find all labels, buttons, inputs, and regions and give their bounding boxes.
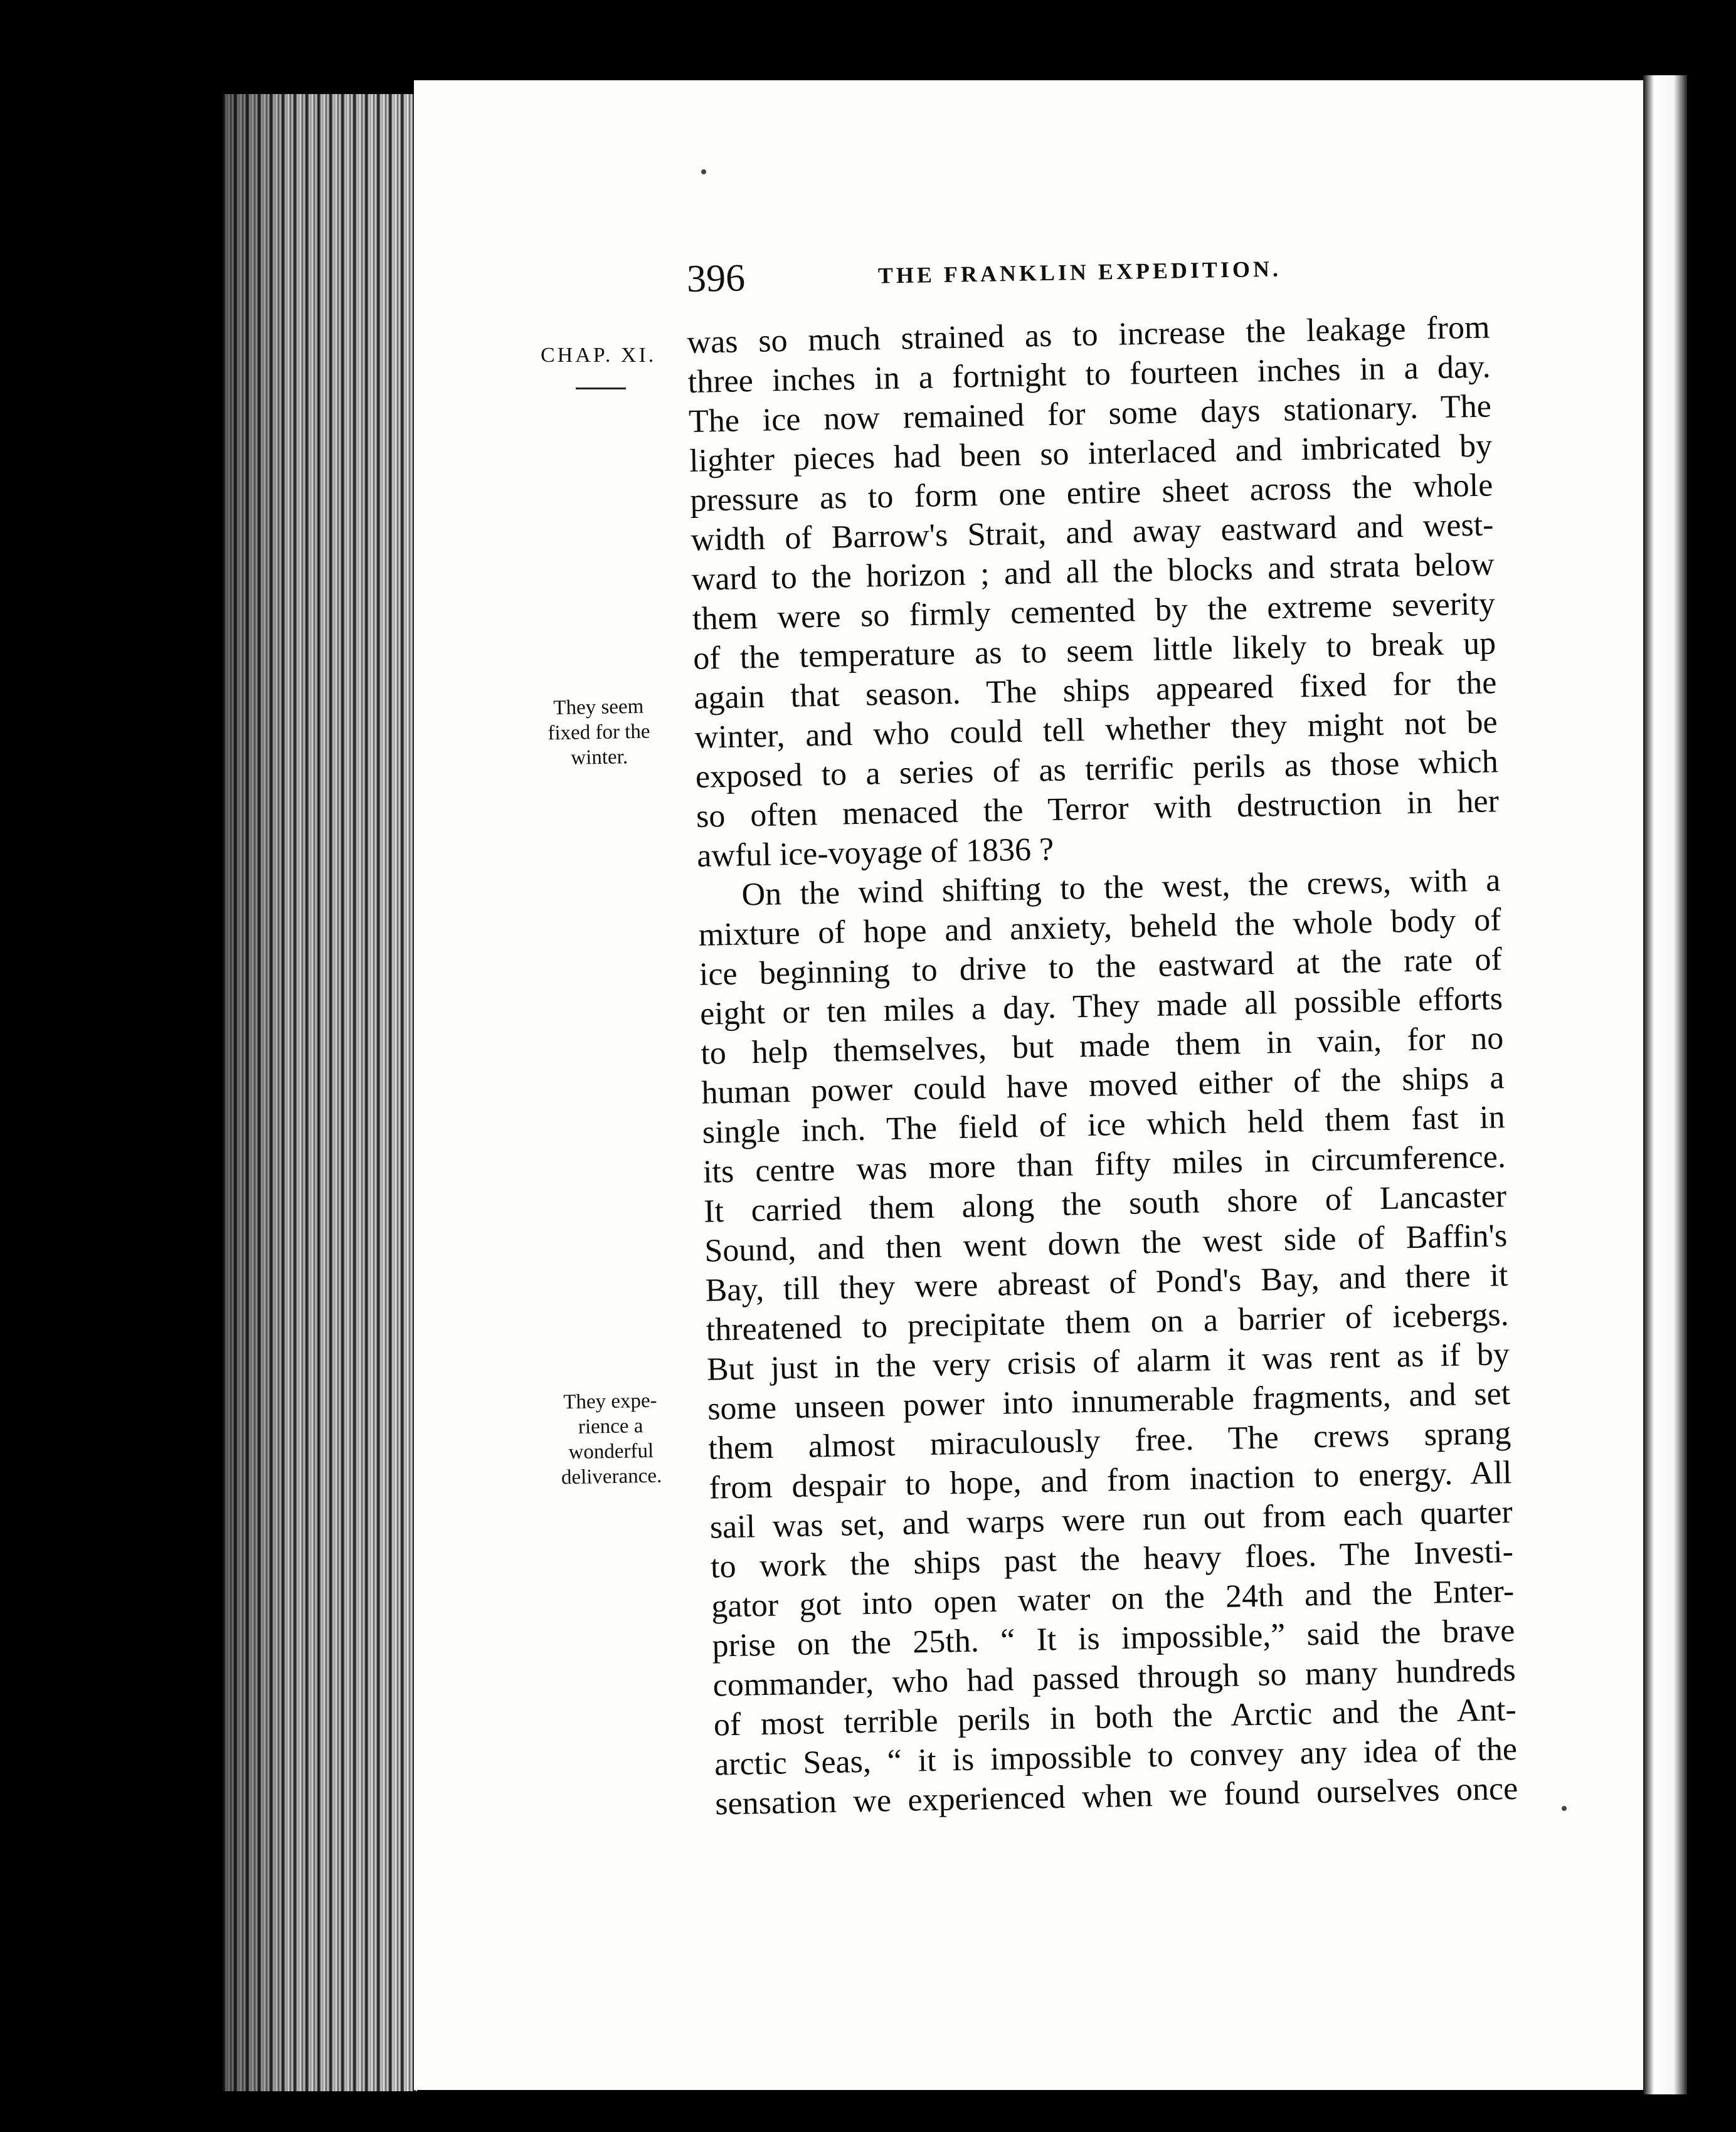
text-line: ward to the horizon ; and all the blocks and strata below	[691, 546, 1495, 598]
text-line: commander, who had passed through so many hundreds	[712, 1652, 1516, 1704]
text-line: them were so firmly cemented by the extreme severity	[692, 586, 1496, 637]
text-line: arctic Seas, “ it is impossible to convey any idea of the	[714, 1731, 1518, 1783]
text-line: Sound, and then went down the west side of Baffin's	[704, 1218, 1508, 1269]
text-line: Bay, till they were abreast of Pond's Bay, and there it	[705, 1257, 1508, 1309]
chapter-rule	[576, 388, 626, 389]
text-line: ice beginning to drive to the eastward at the rate of	[699, 941, 1503, 993]
text-line: gator got into open water on the 24th and the Enter-	[711, 1573, 1515, 1625]
text-line: so often menaced the Terror with destruction in her	[696, 783, 1500, 835]
margin-note-line: rience a	[578, 1415, 643, 1438]
text-line: to work the ships past the heavy floes. The Investi-	[710, 1534, 1514, 1585]
page-number: 396	[686, 256, 746, 300]
text-line: On the wind shifting to the west, the crews, with a	[741, 862, 1501, 913]
text-line: threatened to precipitate them on a barrier of icebergs.	[706, 1297, 1510, 1348]
margin-note-line: They seem	[553, 695, 644, 720]
text-line: width of Barrow's Strait, and away eastward and west-	[691, 507, 1494, 558]
text-line: But just in the very crisis of alarm it was rent as if by	[706, 1336, 1510, 1388]
text-line: its centre was more than fifty miles in circumference.	[702, 1139, 1506, 1190]
text-line: mixture of hope and anxiety, beheld the whole body of	[698, 902, 1502, 953]
ink-speck	[1562, 1806, 1567, 1811]
margin-note-line: fixed for the	[548, 720, 650, 745]
text-line: exposed to a series of as terrific perils as those which	[695, 744, 1499, 795]
text-line: pressure as to form one entire sheet across the whole	[689, 467, 1493, 519]
text-line: to help themselves, but made them in vain, for no	[700, 1020, 1504, 1072]
margin-note-line: deliverance.	[561, 1464, 662, 1489]
text-line: human power could have moved either of the ships a	[701, 1060, 1505, 1111]
text-line: awful ice-voyage of 1836 ?	[696, 831, 1054, 874]
text-line: sensation we experienced when we found ourselves once	[714, 1770, 1518, 1822]
margin-note-fixed-for-winter	[532, 694, 665, 771]
text-line: The ice now remained for some days stationary. The	[688, 388, 1492, 440]
text-line: lighter pieces had been so interlaced and imbricated by	[689, 428, 1493, 479]
text-line: from despair to hope, and from inaction to energy. All	[709, 1455, 1512, 1506]
text-line: winter, and who could tell whether they might not be	[694, 704, 1498, 756]
book-page-edges	[223, 94, 417, 2091]
text-line: of the temperature as to seem little likely to break up	[692, 625, 1496, 677]
margin-note-line: winter.	[571, 746, 628, 769]
text-line: It carried them along the south shore of Lancaster	[703, 1178, 1507, 1230]
margin-note-line: They expe-	[563, 1389, 657, 1414]
facing-page-edge	[1643, 75, 1687, 2094]
text-line: some unseen power into innumerable fragments, and set	[707, 1376, 1511, 1427]
text-line: single inch. The field of ice which held them fast in	[702, 1099, 1506, 1151]
text-line: three inches in a fortnight to fourteen inches in a day.	[687, 349, 1491, 400]
text-line: eight or ten miles a day. They made all possible efforts	[699, 981, 1503, 1032]
chapter-label: CHAP. XI.	[541, 344, 657, 367]
margin-note-deliverance	[537, 1388, 685, 1491]
margin-note-line: wonderful	[568, 1439, 654, 1464]
text-line: was so much strained as to increase the leakage from	[687, 309, 1490, 361]
text-line: of most terrible perils in both the Arctic and the Ant-	[713, 1692, 1517, 1743]
text-line: prise on the 25th. “ It is impossible,” said the brave	[711, 1613, 1515, 1664]
ink-speck	[701, 169, 706, 174]
text-line: sail was set, and warps were run out from each quarter	[709, 1494, 1513, 1546]
text-line: again that season. The ships appeared fixed for the	[693, 665, 1497, 716]
running-title: THE FRANKLIN EXPEDITION.	[877, 256, 1282, 288]
body-text	[687, 307, 1518, 1823]
text-line: them almost miraculously free. The crews sprang	[707, 1415, 1511, 1467]
